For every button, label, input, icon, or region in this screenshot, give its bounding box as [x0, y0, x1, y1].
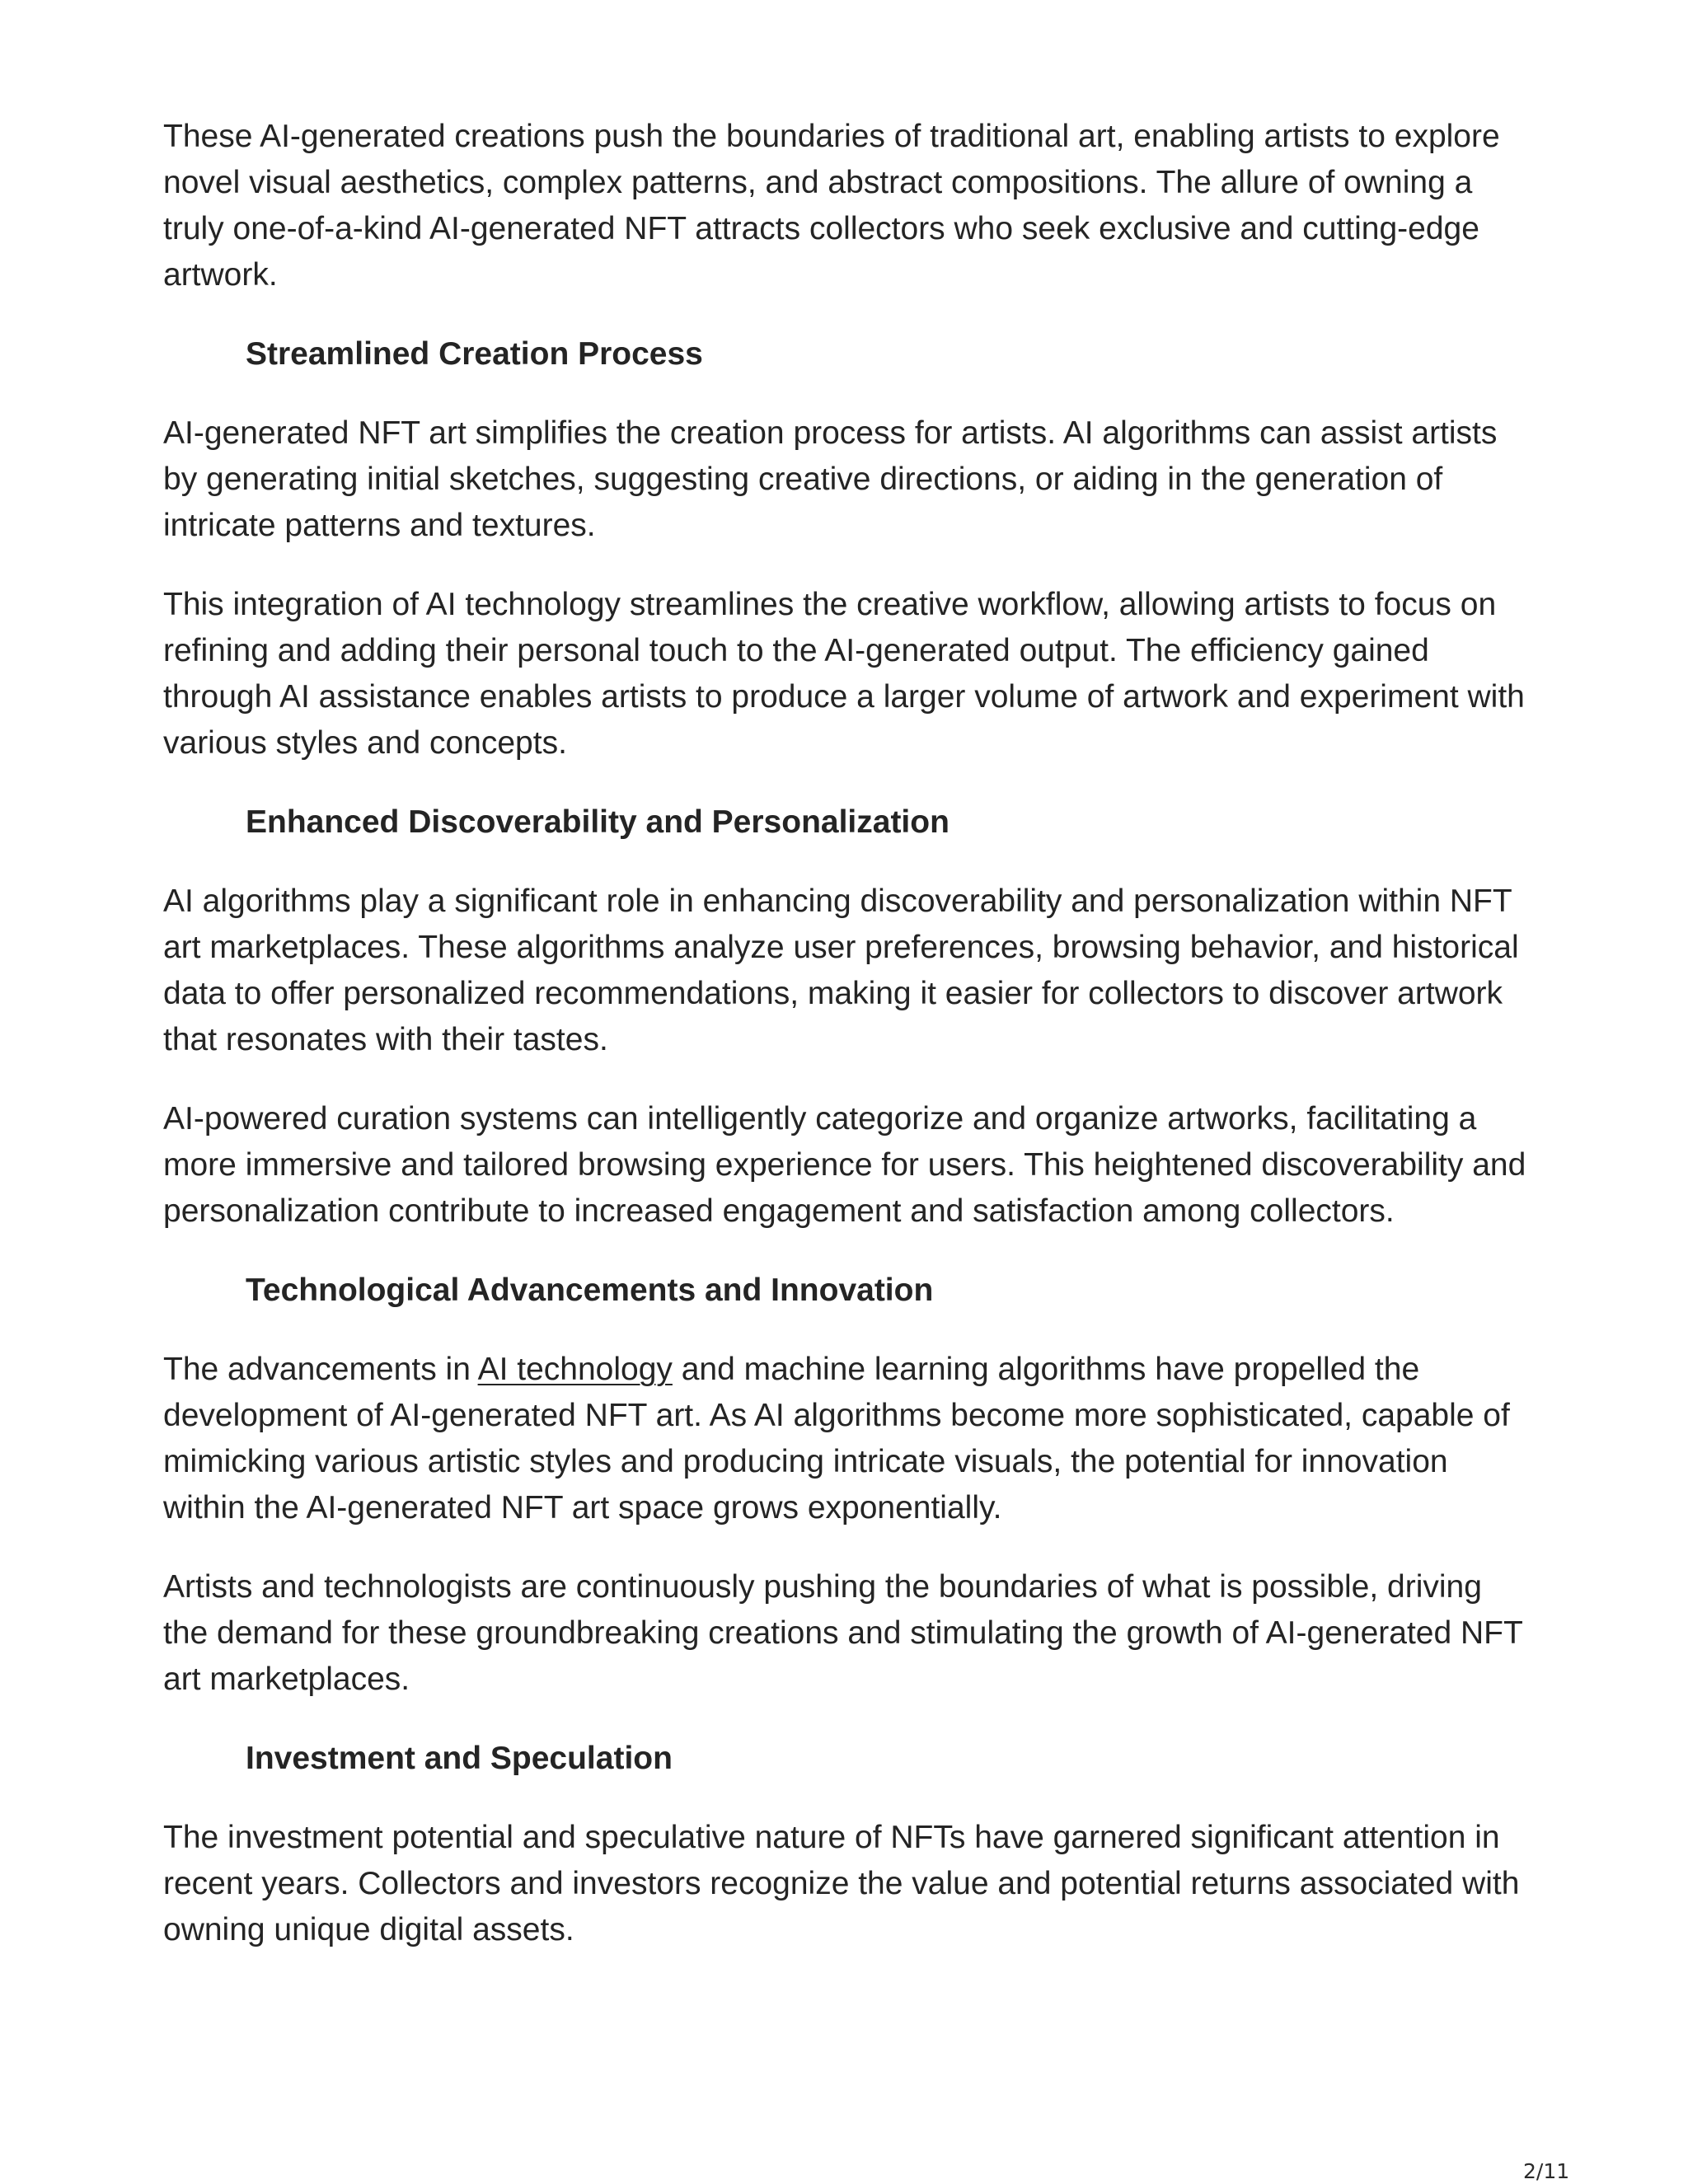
- paragraph-advancements-start: The advancements in: [163, 1352, 478, 1387]
- paragraph-creation-process: AI-generated NFT art simplifies the creation process for artists. AI algorithms can assist artists by generating initial sketches, suggesting creative directions, or aiding in the generation of intricate patterns and textures.: [163, 415, 1498, 543]
- paragraph-advancements: [163, 1347, 1531, 1531]
- ai-technology-link[interactable]: AI technology: [477, 1352, 673, 1387]
- paragraph-recommendations: AI algorithms play a significant role in enhancing discoverability and personalization within NFT art marketplaces. These algorithms analyze user preferences, browsing behavior, and historical data to offer personalized recommendations, making it easier for collectors to discover artwork that resonates with their tastes.: [163, 883, 1519, 1057]
- paragraph-advancements-end: and machine learning algorithms have propelled the development of AI-generated NFT art. As AI algorithms become more sophisticated, capable of mimicking various artistic styles and producing intricate visuals, the potential for innovation within the AI-generated NFT art space grows exponentially.: [163, 1352, 1510, 1526]
- paragraph-technologists: Artists and technologists are continuously pushing the boundaries of what is possible, driving the demand for these groundbreaking creations and stimulating the growth of AI-generated NFT art marketplaces.: [163, 1569, 1523, 1697]
- paragraph-workflow: This integration of AI technology streamlines the creative workflow, allowing artists to focus on refining and adding their personal touch to the AI-generated output. The efficiency gained through AI assistance enables artists to produce a larger volume of artwork and experiment with various styles and concepts.: [163, 587, 1525, 761]
- paragraph-investment: The investment potential and speculative nature of NFTs have garnered significant attention in recent years. Collectors and investors recognize the value and potential returns associated with owning unique digital assets.: [163, 1820, 1520, 1947]
- heading-streamlined-creation: Streamlined Creation Process: [246, 336, 703, 372]
- heading-investment: Investment and Speculation: [246, 1741, 673, 1776]
- paragraph-curation: AI-powered curation systems can intelligently categorize and organize artworks, facilitating a more immersive and tailored browsing experience for users. This heightened discoverability and personalization contribute to increased engagement and satisfaction among collectors.: [163, 1101, 1526, 1229]
- paragraph-ai-creations: These AI-generated creations push the boundaries of traditional art, enabling artists to explore novel visual aesthetics, complex patterns, and abstract compositions. The allure of owning a truly one-of-a-kind AI-generated NFT attracts collectors who seek exclusive and cutting-edge artwork.: [163, 119, 1500, 293]
- article-body: [163, 114, 1531, 1986]
- heading-technological-advancements: Technological Advancements and Innovation: [246, 1272, 934, 1308]
- heading-discoverability: Enhanced Discoverability and Personalization: [246, 804, 950, 840]
- page-number: 2/11: [1523, 2159, 1570, 2183]
